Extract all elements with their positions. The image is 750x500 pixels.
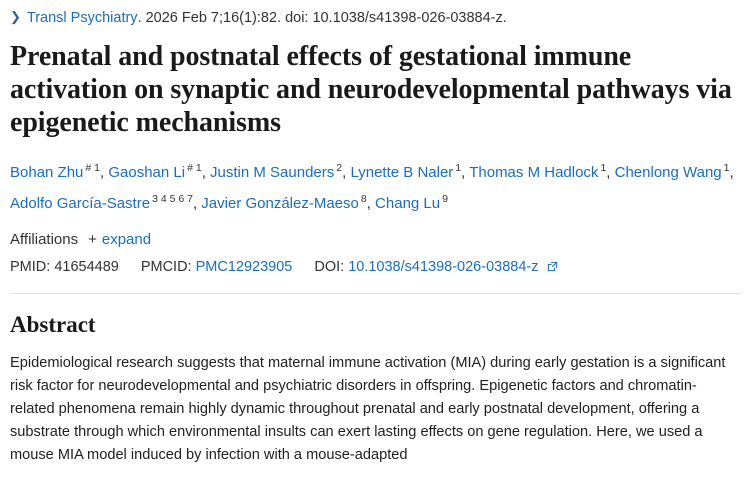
author-name[interactable]: Adolfo García-Sastre [10,195,151,212]
page-title: Prenatal and postnatal effects of gestational immune activation on synaptic and neurodevelopmental pathways via epigenetic mechanisms [10,41,732,138]
journal-name[interactable]: Transl Psychiatry [26,10,138,26]
identifiers-row [10,259,740,275]
author-name[interactable]: Gaoshan Li [108,164,186,181]
pmcid-item [141,259,293,275]
pmid-item [10,259,119,275]
author-affiliation-marker: 3 4 5 6 7 [152,193,193,205]
author-name[interactable]: Thomas M Hadlock [469,164,599,181]
affiliations-label: Affiliations [10,231,79,248]
citation-line [10,8,740,28]
affiliations-row [10,231,740,248]
chevron-right-icon[interactable]: ❯ [10,9,21,24]
plus-icon: + [88,231,97,248]
author-affiliation-marker: 1 [455,162,462,174]
section-divider [10,293,740,294]
author-separator: , [100,164,109,181]
doi-label: DOI: [314,259,345,275]
author-affiliation-marker: # 1 [85,162,100,174]
author-name[interactable]: Javier González-Maeso [201,195,359,212]
author-separator: , [729,164,734,181]
author-affiliation-marker: # 1 [187,162,202,174]
doi-link[interactable]: 10.1038/s41398-026-03884-z [348,259,539,275]
pmcid-label: PMCID: [140,259,192,275]
citation-details: . 2026 Feb 7;16(1):82. doi: 10.1038/s41398-026-03884-z. [137,10,507,26]
abstract-text: Epidemiological research suggests that maternal immune activation (MIA) during early gestation is a significant risk factor for neurodevelopmental and psychiatric disorders in offspring. Epigenetic factors and chromatin-related phenomena remain highly dynamic throughout prenatal and early postnatal development, offering a substrate through which environmental insults can exert lasting effects on gene regulation. Here, we used a mouse MIA model induced by infection with a mouse-adapted [10,355,726,463]
author-name[interactable]: Chang Lu [375,195,441,212]
doi-item [314,259,557,275]
author-separator: , [606,164,615,181]
author-separator: , [366,195,376,212]
expand-label: expand [101,231,152,248]
author-name[interactable]: Bohan Zhu [10,164,84,181]
expand-affiliations-button[interactable] [88,231,151,248]
author-affiliation-marker: 1 [600,162,607,174]
author-affiliation-marker: 2 [336,162,343,174]
author-name[interactable]: Lynette B Naler [350,164,454,181]
author-separator: , [201,164,211,181]
author-list [10,155,740,217]
author-affiliation-marker: 1 [723,162,730,174]
pmcid-link[interactable]: PMC12923905 [195,259,293,275]
author-name[interactable]: Justin M Saunders [210,164,335,181]
pmid-label: PMID: [10,259,51,275]
author-separator: , [342,164,351,181]
pmid-value: 41654489 [54,259,119,275]
author-separator: , [461,164,470,181]
author-separator: , [192,195,202,212]
author-name[interactable]: Chenlong Wang [614,164,722,181]
author-affiliation-marker: 9 [442,193,448,205]
author-affiliation-marker: 8 [360,193,367,205]
abstract-heading: Abstract [10,312,96,337]
external-link-icon[interactable] [547,261,558,272]
